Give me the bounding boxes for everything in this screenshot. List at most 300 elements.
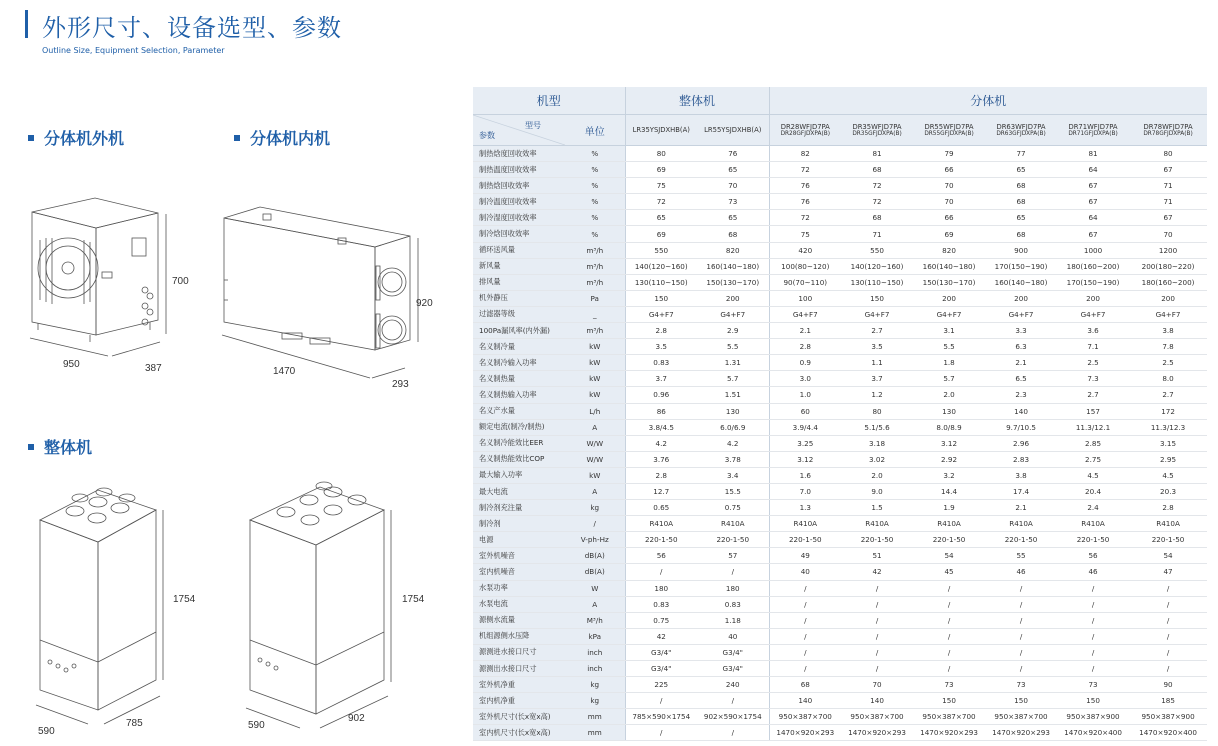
table-row: [473, 371, 1207, 387]
model-code-primary: DR71WFJD7PA: [1068, 123, 1118, 131]
value-cell: 200: [1057, 290, 1129, 306]
param-name-cell: 名义产水量: [473, 403, 565, 419]
table-row: [473, 532, 1207, 548]
value-cell: /: [913, 661, 985, 677]
value-cell: 1470×920×400: [1057, 725, 1129, 741]
value-cell: 150: [1057, 693, 1129, 709]
table-row: [473, 548, 1207, 564]
value-cell: 820: [913, 242, 985, 258]
value-cell: 68: [841, 210, 913, 226]
table-row: [473, 178, 1207, 194]
value-cell: 4.5: [1057, 467, 1129, 483]
value-cell: 0.83: [625, 355, 697, 371]
unit-cell: Pa: [565, 290, 625, 306]
section-outdoor-label: 分体机外机: [44, 129, 125, 148]
value-cell: /: [1057, 596, 1129, 612]
value-cell: /: [1057, 628, 1129, 644]
model-code-primary: DR28WFJD7PA: [780, 123, 830, 131]
indoor-width-label: 1470: [273, 366, 296, 377]
value-cell: 200: [1129, 290, 1207, 306]
unit-cell: kPa: [565, 628, 625, 644]
value-cell: 54: [913, 548, 985, 564]
unit-cell: kg: [565, 693, 625, 709]
value-cell: 20.4: [1057, 483, 1129, 499]
param-name-cell: 名义制冷输入功率: [473, 355, 565, 371]
value-cell: R410A: [1129, 516, 1207, 532]
integrated-unit-1-drawing: [36, 488, 163, 724]
unit-cell: kW: [565, 371, 625, 387]
value-cell: /: [985, 580, 1057, 596]
param-name-cell: 电源: [473, 532, 565, 548]
value-cell: /: [1129, 580, 1207, 596]
unit-cell: dB(A): [565, 548, 625, 564]
value-cell: /: [1129, 644, 1207, 660]
header-model-1: [697, 115, 769, 146]
value-cell: 65: [985, 162, 1057, 178]
unit-cell: A: [565, 596, 625, 612]
value-cell: /: [697, 725, 769, 741]
value-cell: 2.7: [841, 323, 913, 339]
value-cell: 950×387×900: [1057, 709, 1129, 725]
value-cell: 70: [913, 194, 985, 210]
integrated2-height-label: 1754: [402, 594, 425, 605]
value-cell: G4+F7: [985, 306, 1057, 322]
value-cell: 0.9: [769, 355, 841, 371]
diag-param-label: 参数: [479, 131, 495, 140]
table-row: [473, 194, 1207, 210]
unit-cell: W: [565, 580, 625, 596]
param-name-cell: 循环送风量: [473, 242, 565, 258]
value-cell: 2.5: [1129, 355, 1207, 371]
unit-cell: A: [565, 483, 625, 499]
unit-cell: dB(A): [565, 564, 625, 580]
value-cell: /: [1057, 580, 1129, 596]
value-cell: 3.9/4.4: [769, 419, 841, 435]
value-cell: 1.3: [769, 500, 841, 516]
value-cell: G4+F7: [697, 306, 769, 322]
value-cell: 950×387×700: [841, 709, 913, 725]
value-cell: 68: [841, 162, 913, 178]
table-row: [473, 226, 1207, 242]
value-cell: 140: [841, 693, 913, 709]
value-cell: 170(150~190): [985, 258, 1057, 274]
value-cell: R410A: [625, 516, 697, 532]
value-cell: 68: [769, 677, 841, 693]
value-cell: 69: [625, 226, 697, 242]
value-cell: 3.7: [625, 371, 697, 387]
table-row: [473, 387, 1207, 403]
value-cell: 82: [769, 146, 841, 162]
value-cell: 2.83: [985, 451, 1057, 467]
unit-cell: %: [565, 210, 625, 226]
value-cell: 2.0: [841, 467, 913, 483]
indoor-height-label: 920: [416, 298, 433, 309]
value-cell: 220-1-50: [625, 532, 697, 548]
value-cell: 950×387×700: [769, 709, 841, 725]
table-row: [473, 483, 1207, 499]
value-cell: 180(160~200): [1129, 274, 1207, 290]
table-row: [473, 467, 1207, 483]
value-cell: 68: [985, 226, 1057, 242]
value-cell: 1.9: [913, 500, 985, 516]
value-cell: 80: [1129, 146, 1207, 162]
integrated2-depth-label: 902: [348, 713, 365, 724]
unit-cell: kg: [565, 677, 625, 693]
value-cell: /: [841, 644, 913, 660]
value-cell: 220-1-50: [1057, 532, 1129, 548]
value-cell: 79: [913, 146, 985, 162]
value-cell: /: [913, 644, 985, 660]
table-row: [473, 435, 1207, 451]
value-cell: 67: [1057, 194, 1129, 210]
unit-cell: kW: [565, 387, 625, 403]
value-cell: 8.0/8.9: [913, 419, 985, 435]
value-cell: 71: [1129, 178, 1207, 194]
value-cell: G4+F7: [1057, 306, 1129, 322]
value-cell: 180: [697, 580, 769, 596]
model-code-secondary: DR35GFJDXPA(B): [852, 131, 902, 137]
unit-cell: %: [565, 162, 625, 178]
value-cell: G4+F7: [913, 306, 985, 322]
value-cell: 72: [841, 178, 913, 194]
value-cell: 72: [625, 194, 697, 210]
table-row: [473, 628, 1207, 644]
value-cell: 2.1: [769, 323, 841, 339]
value-cell: 2.85: [1057, 435, 1129, 451]
model-code-primary: DR63WFJD7PA: [996, 123, 1046, 131]
model-code-secondary: DR71GFJDXPA(B): [1068, 131, 1118, 137]
header-model-group: 机型: [473, 87, 625, 115]
value-cell: 60: [769, 403, 841, 419]
param-name-cell: 排风量: [473, 274, 565, 290]
value-cell: 3.5: [841, 339, 913, 355]
value-cell: 160(140~180): [697, 258, 769, 274]
unit-cell: m³/h: [565, 323, 625, 339]
value-cell: 69: [913, 226, 985, 242]
value-cell: 220-1-50: [769, 532, 841, 548]
value-cell: 100(80~120): [769, 258, 841, 274]
value-cell: 0.96: [625, 387, 697, 403]
value-cell: 56: [1057, 548, 1129, 564]
value-cell: 950×387×900: [1129, 709, 1207, 725]
value-cell: 76: [769, 178, 841, 194]
value-cell: 80: [841, 403, 913, 419]
value-cell: 54: [1129, 548, 1207, 564]
value-cell: /: [1129, 596, 1207, 612]
unit-cell: _: [565, 306, 625, 322]
value-cell: 3.3: [985, 323, 1057, 339]
value-cell: 200: [985, 290, 1057, 306]
value-cell: 81: [1057, 146, 1129, 162]
value-cell: 220-1-50: [841, 532, 913, 548]
value-cell: 2.1: [985, 355, 1057, 371]
integrated1-width-label: 590: [38, 726, 55, 737]
unit-cell: W/W: [565, 435, 625, 451]
param-name-cell: 100Pa漏风率(内外漏): [473, 323, 565, 339]
value-cell: 55: [985, 548, 1057, 564]
unit-cell: kW: [565, 355, 625, 371]
value-cell: 1.31: [697, 355, 769, 371]
table-row: [473, 596, 1207, 612]
integrated-unit-2-drawing: [246, 482, 391, 728]
value-cell: G3/4": [697, 661, 769, 677]
param-name-cell: 制冷剂: [473, 516, 565, 532]
value-cell: 3.12: [769, 451, 841, 467]
value-cell: /: [625, 693, 697, 709]
header-model-6: [1057, 115, 1129, 146]
param-name-cell: 室外机尺寸(长x宽x高): [473, 709, 565, 725]
value-cell: R410A: [985, 516, 1057, 532]
table-row: [473, 564, 1207, 580]
value-cell: 100: [769, 290, 841, 306]
unit-cell: mm: [565, 725, 625, 741]
value-cell: 7.1: [1057, 339, 1129, 355]
value-cell: 65: [697, 162, 769, 178]
value-cell: 72: [769, 210, 841, 226]
value-cell: /: [985, 644, 1057, 660]
value-cell: 240: [697, 677, 769, 693]
table-row: [473, 258, 1207, 274]
indoor-depth-label: 293: [392, 379, 409, 390]
model-code-secondary: DR55GFJDXPA(B): [924, 131, 974, 137]
outdoor-unit-drawing: [30, 198, 166, 356]
value-cell: R410A: [769, 516, 841, 532]
value-cell: /: [913, 612, 985, 628]
value-cell: 2.75: [1057, 451, 1129, 467]
value-cell: 17.4: [985, 483, 1057, 499]
value-cell: G4+F7: [769, 306, 841, 322]
value-cell: 75: [769, 226, 841, 242]
value-cell: 2.9: [697, 323, 769, 339]
value-cell: 5.5: [913, 339, 985, 355]
value-cell: 1.0: [769, 387, 841, 403]
value-cell: 1.1: [841, 355, 913, 371]
value-cell: 2.8: [625, 467, 697, 483]
table-row: [473, 162, 1207, 178]
param-name-cell: 室内机尺寸(长x宽x高): [473, 725, 565, 741]
value-cell: 2.8: [769, 339, 841, 355]
param-name-cell: 制热焓度回收效率: [473, 146, 565, 162]
value-cell: /: [697, 564, 769, 580]
header-model-0: [625, 115, 697, 146]
table-row: [473, 661, 1207, 677]
unit-cell: kg: [565, 500, 625, 516]
value-cell: 40: [769, 564, 841, 580]
value-cell: 67: [1057, 178, 1129, 194]
value-cell: 820: [697, 242, 769, 258]
value-cell: 20.3: [1129, 483, 1207, 499]
value-cell: /: [913, 628, 985, 644]
table-row: [473, 709, 1207, 725]
value-cell: 5.7: [697, 371, 769, 387]
value-cell: 73: [697, 194, 769, 210]
value-cell: R410A: [841, 516, 913, 532]
table-row: [473, 451, 1207, 467]
value-cell: 49: [769, 548, 841, 564]
value-cell: 3.76: [625, 451, 697, 467]
value-cell: 42: [841, 564, 913, 580]
value-cell: 42: [625, 628, 697, 644]
value-cell: 200: [913, 290, 985, 306]
value-cell: /: [985, 661, 1057, 677]
value-cell: /: [1057, 661, 1129, 677]
value-cell: 90: [1129, 677, 1207, 693]
value-cell: 0.65: [625, 500, 697, 516]
value-cell: /: [697, 693, 769, 709]
model-code-secondary: DR78GFJDXPA(B): [1143, 131, 1193, 137]
param-name-cell: 最大电流: [473, 483, 565, 499]
value-cell: 0.75: [697, 500, 769, 516]
value-cell: 76: [697, 146, 769, 162]
value-cell: 4.5: [1129, 467, 1207, 483]
value-cell: 90(70~110): [769, 274, 841, 290]
value-cell: 2.1: [985, 500, 1057, 516]
value-cell: 76: [769, 194, 841, 210]
integrated1-height-label: 1754: [173, 594, 196, 605]
value-cell: R410A: [913, 516, 985, 532]
value-cell: 64: [1057, 162, 1129, 178]
param-name-cell: 名义制热能效比COP: [473, 451, 565, 467]
value-cell: /: [769, 661, 841, 677]
value-cell: 6.0/6.9: [697, 419, 769, 435]
header-model-2: [769, 115, 841, 146]
param-name-cell: 室外机噪音: [473, 548, 565, 564]
value-cell: 160(140~180): [985, 274, 1057, 290]
value-cell: 6.5: [985, 371, 1057, 387]
value-cell: 180: [625, 580, 697, 596]
unit-cell: %: [565, 146, 625, 162]
value-cell: /: [1057, 612, 1129, 628]
table-row: [473, 612, 1207, 628]
value-cell: /: [841, 596, 913, 612]
value-cell: /: [1129, 612, 1207, 628]
param-name-cell: 名义制冷能效比EER: [473, 435, 565, 451]
unit-cell: %: [565, 194, 625, 210]
value-cell: /: [769, 612, 841, 628]
indoor-unit-drawing: [222, 207, 418, 378]
value-cell: 70: [913, 178, 985, 194]
value-cell: 220-1-50: [913, 532, 985, 548]
value-cell: 180(160~200): [1057, 258, 1129, 274]
header-unit: 单位: [565, 115, 625, 146]
value-cell: 75: [625, 178, 697, 194]
value-cell: 2.7: [1057, 387, 1129, 403]
value-cell: 3.8: [1129, 323, 1207, 339]
unit-cell: m³/h: [565, 258, 625, 274]
value-cell: 3.78: [697, 451, 769, 467]
table-row: [473, 210, 1207, 226]
value-cell: 130(110~150): [625, 274, 697, 290]
value-cell: 11.3/12.3: [1129, 419, 1207, 435]
value-cell: 1000: [1057, 242, 1129, 258]
integrated1-depth-label: 785: [126, 718, 143, 729]
value-cell: 3.15: [1129, 435, 1207, 451]
value-cell: 3.8/4.5: [625, 419, 697, 435]
value-cell: 3.25: [769, 435, 841, 451]
value-cell: 46: [985, 564, 1057, 580]
value-cell: /: [841, 580, 913, 596]
value-cell: 150: [841, 290, 913, 306]
value-cell: /: [769, 596, 841, 612]
unit-cell: inch: [565, 644, 625, 660]
value-cell: G3/4": [697, 644, 769, 660]
param-name-cell: 名义制热量: [473, 371, 565, 387]
value-cell: 64: [1057, 210, 1129, 226]
value-cell: 785×590×1754: [625, 709, 697, 725]
table-row: [473, 516, 1207, 532]
value-cell: 140: [985, 403, 1057, 419]
value-cell: 57: [697, 548, 769, 564]
value-cell: 170(150~190): [1057, 274, 1129, 290]
value-cell: /: [841, 628, 913, 644]
model-code-primary: DR35WFJD7PA: [852, 123, 902, 131]
model-code-secondary: DR28GFJDXPA(B): [780, 131, 830, 137]
unit-drawings: [0, 0, 470, 746]
value-cell: 220-1-50: [697, 532, 769, 548]
param-name-cell: 名义制热输入功率: [473, 387, 565, 403]
header-diagonal-cell: [473, 115, 565, 146]
value-cell: R410A: [697, 516, 769, 532]
param-name-cell: 额定电流(制冷/制热): [473, 419, 565, 435]
value-cell: /: [1057, 644, 1129, 660]
param-name-cell: 室外机净重: [473, 677, 565, 693]
table-row: [473, 644, 1207, 660]
page-subtitle: Outline Size, Equipment Selection, Parameter: [42, 46, 225, 55]
value-cell: 150: [625, 290, 697, 306]
header-model-4: [913, 115, 985, 146]
value-cell: 66: [913, 210, 985, 226]
value-cell: 1.51: [697, 387, 769, 403]
value-cell: 902×590×1754: [697, 709, 769, 725]
value-cell: 73: [913, 677, 985, 693]
value-cell: 2.7: [1129, 387, 1207, 403]
value-cell: 7.0: [769, 483, 841, 499]
unit-cell: A: [565, 419, 625, 435]
value-cell: 1.2: [841, 387, 913, 403]
value-cell: 2.0: [913, 387, 985, 403]
value-cell: 5.5: [697, 339, 769, 355]
value-cell: 2.8: [625, 323, 697, 339]
value-cell: /: [913, 580, 985, 596]
value-cell: 0.75: [625, 612, 697, 628]
value-cell: 73: [1057, 677, 1129, 693]
param-name-cell: 源测进水接口尺寸: [473, 644, 565, 660]
value-cell: /: [769, 644, 841, 660]
table-row: [473, 693, 1207, 709]
value-cell: 550: [841, 242, 913, 258]
value-cell: 2.95: [1129, 451, 1207, 467]
unit-cell: /: [565, 516, 625, 532]
value-cell: 71: [841, 226, 913, 242]
model-code-secondary: DR63GFJDXPA(B): [996, 131, 1046, 137]
value-cell: 200: [697, 290, 769, 306]
value-cell: 1.18: [697, 612, 769, 628]
table-row: [473, 580, 1207, 596]
value-cell: 2.3: [985, 387, 1057, 403]
value-cell: 3.4: [697, 467, 769, 483]
param-name-cell: 水泵功率: [473, 580, 565, 596]
param-name-cell: 室内机净重: [473, 693, 565, 709]
table-row: [473, 323, 1207, 339]
value-cell: 160(140~180): [913, 258, 985, 274]
value-cell: 2.96: [985, 435, 1057, 451]
value-cell: 7.8: [1129, 339, 1207, 355]
table-row: [473, 306, 1207, 322]
table-row: [473, 290, 1207, 306]
model-code-primary: DR78WFJD7PA: [1143, 123, 1193, 131]
value-cell: 9.0: [841, 483, 913, 499]
value-cell: 11.3/12.1: [1057, 419, 1129, 435]
